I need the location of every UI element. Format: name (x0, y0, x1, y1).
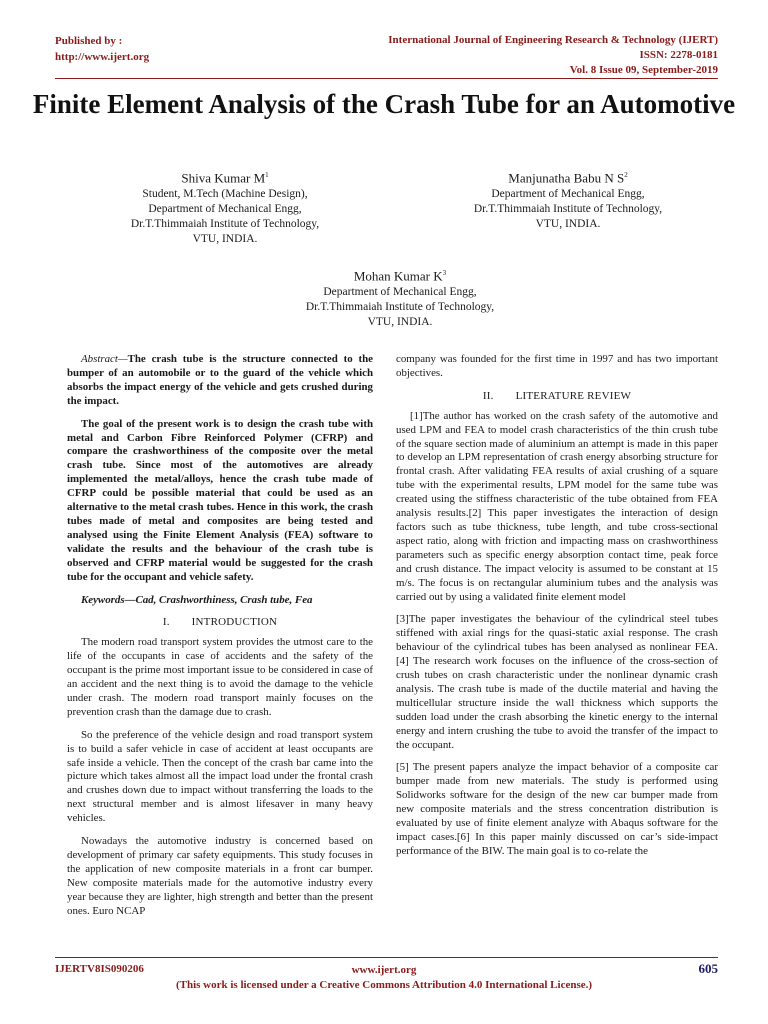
abstract-paragraph (67, 353, 373, 409)
author-sup: 2 (624, 171, 628, 179)
author-affil-line: Dr.T.Thimmaiah Institute of Technology, (305, 301, 495, 314)
author-name: Mohan Kumar K (353, 268, 443, 284)
paper-id: IJERTV8IS090206 (55, 963, 144, 975)
author-block-3 (270, 266, 530, 330)
body-paragraph: So the preference of the vehicle design and road transport system is to build a safer vehicle in case of accident at least occupants are safe inside a vehicle. Then the concept of the crash bar came into the picture which takes almost all the impact load under the frontal crash and crushes down due to impact without transferring the loads to the next structural member and is almost lifesaver in many heavy vehicles. (67, 728, 373, 825)
header-right (388, 33, 718, 78)
author-sup: 1 (265, 171, 269, 179)
body-paragraph: [3]The paper investigates the behaviour of the cylindrical steel tubes stiffened with axial rings for the quasi-static axial response. The crash behaviour of the cylindrical tubes has been analysed as nonlinear FEA. [4] The research work focuses on the influence of the cross-section of crush tubes on crash characteristic under the nonlinear dynamic crash analysis. The crash tube is made of the ductile material and having the multicellular structure inside the wall thickness which supports the sudden load under the crash absorbing the kinetic energy to the internal energy and intern crushing the tube to avoid the transfer of the impact to the occupant. (396, 613, 718, 751)
section-heading-intro (67, 616, 373, 630)
abstract-label: Abstract (81, 353, 118, 365)
footer-center (0, 963, 768, 993)
author-affil-line: Department of Mechanical Engg, (323, 286, 477, 299)
author-affil-line: Dr.T.Thimmaiah Institute of Technology, (473, 203, 663, 216)
author-block-2 (448, 168, 688, 232)
body-paragraph: [1]The author has worked on the crash safety of the automotive and used LPM and FEA to model crash characteristics of the thin crush tube of the square section made of aluminium an attempt is made in this paper to develop an LPM representation of crash energy absorbing structure for frontal crash. After validating FEA results of axial crushing of a square tube with the experimental results, LPM model for the same tube was created using the stiffness characteristic of the tube obtained from FEA analysis results.[2] This paper investigates the interaction of design factors such as tube thickness, tube length, and tube cross-sectional aspect ratio, along with friction and impacting mass on crashworthiness parameters such as specific energy absorption contact time, peak force and crush distance. The impact velocity is assumed to be constant at 15 m/s. The focus is on rectangular aluminium tubes and the analysis was carried out by using a validated finite element model (396, 409, 718, 603)
author-name: Shiva Kumar M (181, 170, 266, 186)
body-paragraph: Nowadays the automotive industry is concerned based on development of primary car safety equipments. This study focuses in the application of new composite materials in a front car bumper. New composite materials made for the automotive industry every year because they are lighter, high strength and better than the present ones. Euro NCAP (67, 835, 373, 917)
author-affil-line: VTU, INDIA. (192, 233, 258, 246)
left-column (67, 353, 373, 928)
author-name: Manjunatha Babu N S (508, 170, 625, 186)
section-number: II. (482, 389, 494, 402)
issn: ISSN: 2278-0181 (639, 49, 718, 61)
section-title: LITERATURE REVIEW (515, 389, 632, 402)
author-block-1 (105, 168, 345, 247)
section-number: I. (162, 616, 170, 629)
abstract-text: The crash tube is the structure connected to the bumper of an automobile or to the guard of the vehicle which absorbs the impact energy of the vehicle and gets crushed during the impact. (67, 353, 373, 407)
body-paragraph: company was founded for the first time in 1997 and has two important objectives. (396, 353, 718, 379)
body-paragraph: [5] The present papers analyze the impact behavior of a composite car bumper made from new materials. The study is performed using Solidworks software for the design of the new car bumper made from new composite materials and the stress concentration distribution is evaluated by use of finite element analyze with Abaqus software for the impact cases.[6] In this paper mainly discussed on car’s side-impact performance of the BIW. The main goal is to co-relate the (396, 761, 718, 857)
page-number: 605 (698, 961, 718, 976)
published-by: Published by : (55, 35, 123, 47)
license-text: (This work is licensed under a Creative Commons Attribution 4.0 International License.) (175, 979, 593, 991)
volume-issue: Vol. 8 Issue 09, September-2019 (569, 64, 718, 76)
author-affil-line: Student, M.Tech (Machine Design), (142, 188, 308, 201)
author-affil-line: Department of Mechanical Engg, (491, 188, 645, 201)
paper-title: Finite Element Analysis of the Crash Tube for an Automotive (32, 89, 736, 119)
footer-rule (55, 957, 718, 958)
author-affil-line: VTU, INDIA. (367, 316, 433, 329)
section-title: INTRODUCTION (191, 616, 278, 629)
header-left (55, 33, 149, 65)
abstract-paragraph-2: The goal of the present work is to design the crash tube with metal and Carbon Fibre Reinforced Polymer (CFRP) and compare the crashworthiness of the composite over the metal crash tube. Since most of the automotives are already implemented the metal/alloys, hence the crash tube made of CFRP could be possible material that could be used as an alternative to the metal crash tubes. Hence in this work, the crash tubes made of metal and composites are being tested and analysed using the Finite Element Analysis (FEA) software to validate the results and the behaviour of the crash tube is observed and CFRP material would be suggested for the crash tube for the occupant and vehicle safety. (67, 417, 373, 583)
abstract-dash: — (117, 353, 128, 365)
right-column (396, 353, 718, 868)
journal-name: International Journal of Engineering Research & Technology (IJERT) (388, 34, 718, 46)
header-rule (55, 78, 718, 79)
author-affil-line: Department of Mechanical Engg, (148, 203, 302, 216)
author-sup: 3 (442, 269, 447, 277)
author-affil-line: VTU, INDIA. (535, 218, 601, 231)
keywords: Keywords—Cad, Crashworthiness, Crash tube, Fea (81, 593, 313, 606)
author-affil-line: Dr.T.Thimmaiah Institute of Technology, (130, 218, 320, 231)
section-heading-lit (396, 390, 718, 404)
journal-url[interactable]: http://www.ijert.org (55, 51, 150, 63)
footer-url[interactable]: www.ijert.org (351, 964, 417, 976)
body-paragraph: The modern road transport system provides the utmost care to the life of the occupants in case of accidents and the safety of the occupant is the prime most important issue to be considered in case of an accident and the next thing is to avoid the damage to the vehicle under crash. The modern road transport mainly focuses on the prevention crash than the damage due to crash. (67, 636, 373, 718)
